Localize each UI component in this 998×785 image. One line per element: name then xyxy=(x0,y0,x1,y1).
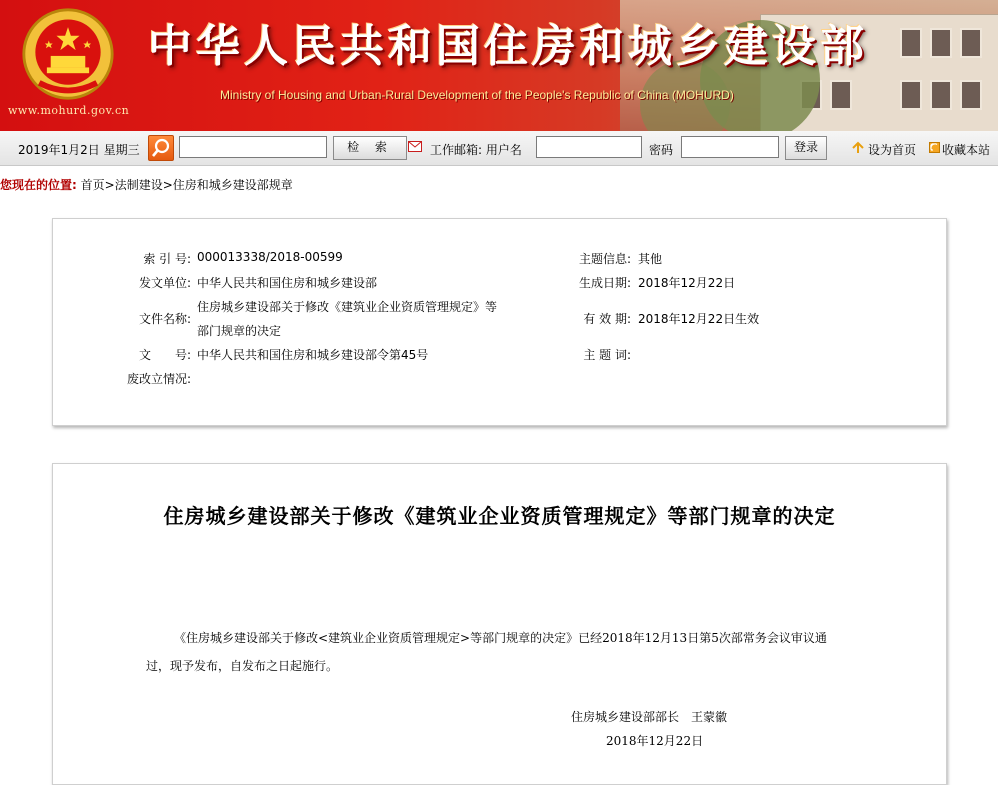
document-name-line1: 住房城乡建设部关于修改《建筑业企业资质管理规定》等 xyxy=(197,300,498,314)
creation-date-value: 2018年12月22日 xyxy=(638,276,736,290)
topic-label: 主题信息: xyxy=(578,252,631,266)
keywords-label: 主 题 词: xyxy=(583,348,631,362)
national-emblem-icon xyxy=(20,6,116,102)
ministry-title: 中华人民共和国住房和城乡建设部 xyxy=(148,21,868,72)
search-button[interactable]: 检 索 xyxy=(333,136,407,160)
set-homepage-link[interactable]: 设为首页 xyxy=(868,143,917,157)
validity-label: 有 效 期: xyxy=(583,312,631,326)
ministry-english-title: Ministry of Housing and Urban-Rural Development of the People's Republic of China (MOHURD) xyxy=(220,88,734,102)
breadcrumb-prefix: 您现在的位置: xyxy=(0,178,77,192)
search-input[interactable] xyxy=(179,136,327,158)
mail-icon xyxy=(408,141,422,152)
bookmark-icon xyxy=(929,142,940,153)
site-banner xyxy=(0,0,998,131)
article-title: 住房城乡建设部关于修改《建筑业企业资质管理规定》等部门规章的决定 xyxy=(163,504,836,528)
document-number-value: 中华人民共和国住房和城乡建设部令第45号 xyxy=(197,348,429,362)
breadcrumb-path[interactable]: 首页>法制建设>住房和城乡建设部规章 xyxy=(80,178,293,192)
home-icon xyxy=(852,141,864,153)
issuer-label: 发文单位: xyxy=(138,276,191,290)
topic-value: 其他 xyxy=(638,252,663,266)
article-body: 《住房城乡建设部关于修改<建筑业企业资质管理规定>等部门规章的决定》已经2018年12月13日第5次部常务会议审议通过，现予发布，自发布之日起施行。 xyxy=(146,631,827,673)
password-label: 密码 xyxy=(649,143,674,157)
document-metadata-panel xyxy=(52,218,947,426)
username-input[interactable] xyxy=(536,136,642,158)
password-input[interactable] xyxy=(681,136,779,158)
breadcrumb xyxy=(0,176,293,193)
index-number-label: 索 引 号: xyxy=(143,252,191,266)
search-icon[interactable] xyxy=(148,135,174,161)
article-date: 2018年12月22日 xyxy=(606,734,704,748)
index-number-value: 000013338/2018-00599 xyxy=(197,250,343,264)
bookmark-site-link[interactable]: 收藏本站 xyxy=(942,143,991,157)
login-button[interactable]: 登录 xyxy=(785,136,827,160)
document-name-label: 文件名称: xyxy=(138,312,191,326)
site-url[interactable]: www.mohurd.gov.cn xyxy=(8,104,130,117)
document-number-label: 文 号: xyxy=(138,348,191,362)
mail-username-label: 工作邮箱: 用户名 xyxy=(430,143,522,157)
issuer-value: 中华人民共和国住房和城乡建设部 xyxy=(197,276,378,290)
document-name-line2: 部门规章的决定 xyxy=(197,324,282,338)
validity-value: 2018年12月22日生效 xyxy=(638,312,760,326)
creation-date-label: 生成日期: xyxy=(578,276,631,290)
current-date: 2019年1月2日 星期三 xyxy=(18,143,140,157)
article-panel xyxy=(52,463,947,785)
top-toolbar xyxy=(0,131,998,166)
status-label: 废改立情况: xyxy=(126,372,191,386)
article-signature: 住房城乡建设部部长 王蒙徽 xyxy=(571,710,728,724)
